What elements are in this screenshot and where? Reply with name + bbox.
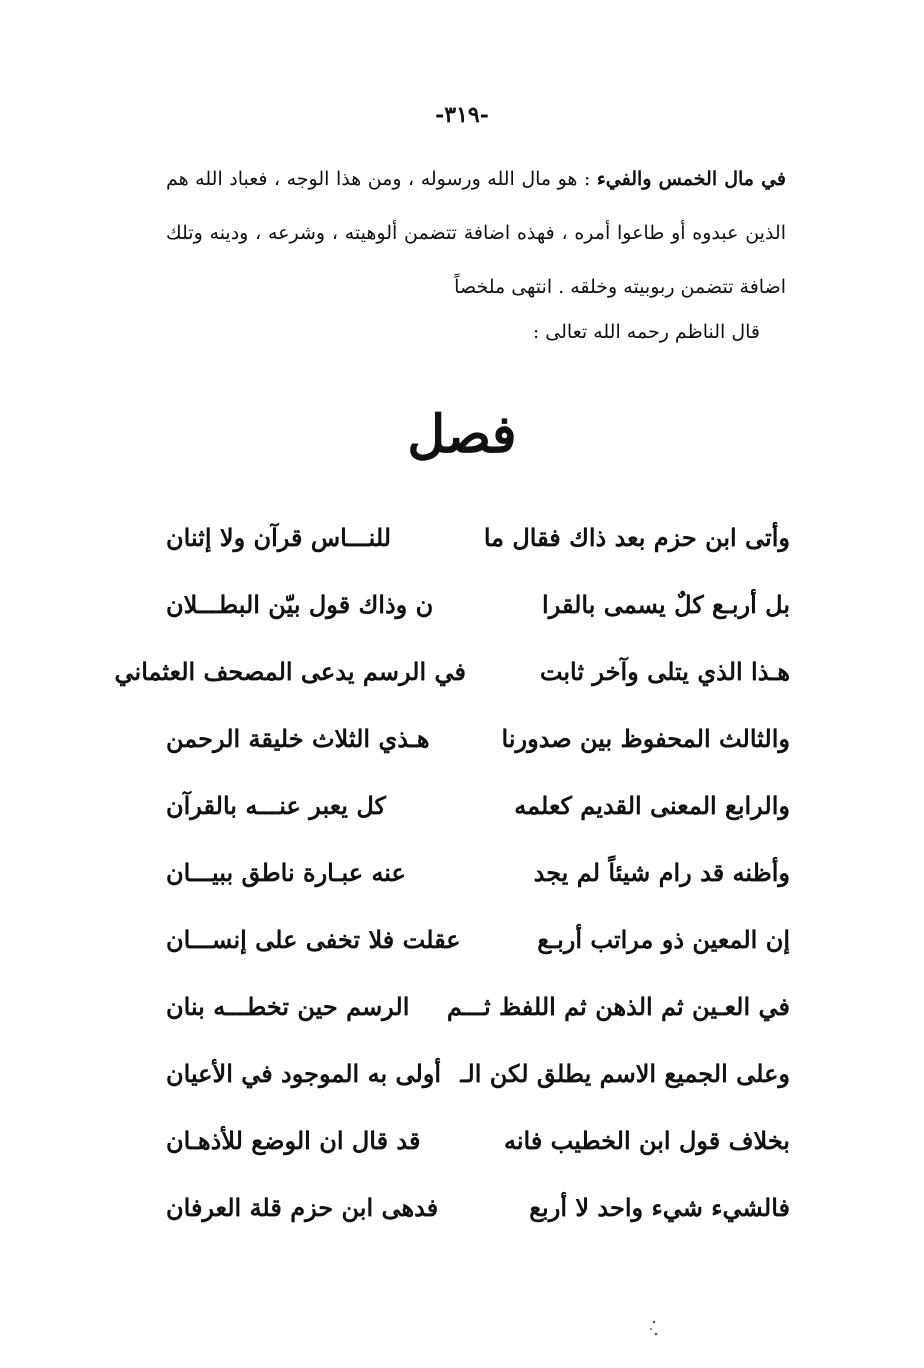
verse-first-half: هـذا الذي يتلى وآخر ثابت bbox=[539, 657, 790, 686]
verse-first-half: إن المعين ذو مراتب أربـع bbox=[537, 925, 790, 954]
verse-second-half: قد قال ان الوضع للأذهـان bbox=[166, 1126, 421, 1155]
verse-second-half: كل يعبر عنـــه بالقرآن bbox=[166, 791, 386, 820]
verse-first-half: بل أربـع كلٌ يسمى بالقرا bbox=[542, 590, 790, 619]
poem bbox=[114, 504, 790, 1241]
verse bbox=[166, 1107, 790, 1174]
verse-second-half: الرسم حين تخطـــه بنان bbox=[166, 992, 410, 1021]
verse-first-half: في العـين ثم الذهن ثم اللفظ ثـــم bbox=[446, 992, 790, 1021]
verse bbox=[166, 973, 790, 1040]
page-number: -٣١٩- bbox=[435, 102, 489, 128]
verse-first-half: وأظنه قد رام شيئاً لم يجد bbox=[533, 858, 790, 887]
verse-second-half: أولى به الموجود في الأعيان bbox=[166, 1059, 442, 1088]
verse bbox=[166, 772, 790, 839]
verse-first-half: وأتى ابن حزم بعد ذاك فقال ما bbox=[483, 523, 790, 552]
verse bbox=[166, 705, 790, 772]
verse bbox=[166, 571, 790, 638]
poem-introduction: قال الناظم رحمه الله تعالى : bbox=[532, 321, 760, 343]
commentary-lead: في مال الخمس والفيء bbox=[596, 168, 786, 190]
commentary-paragraph bbox=[166, 152, 786, 314]
section-heading: فصل bbox=[407, 404, 517, 465]
verse-first-half: فالشيء شيء واحد لا أربع bbox=[529, 1193, 790, 1222]
verse-second-half: ن وذاك قول بيّن البطـــلان bbox=[166, 590, 434, 619]
verse-second-half: فدهى ابن حزم قلة العرفان bbox=[166, 1193, 439, 1222]
ink-speck bbox=[646, 1318, 662, 1340]
verse-second-half: هـذي الثلاث خليقة الرحمن bbox=[166, 724, 430, 753]
verse-first-half: والرابع المعنى القديم كعلمه bbox=[514, 791, 790, 820]
verse bbox=[166, 906, 790, 973]
verse-first-half: بخلاف قول ابن الخطيب فانه bbox=[503, 1126, 790, 1155]
commentary-body: : هو مال الله ورسوله ، ومن هذا الوجه ، فعباد الله هم الذين عبدوه أو طاعوا أمره ، فهذه اضافة تتضمن ألوهيته ، وشرعه ، ودينه وتلك اضافة تتضمن ربوبيته وخلقه . انتهى ملخصاً bbox=[166, 168, 786, 298]
verse bbox=[114, 638, 790, 705]
verse bbox=[166, 1174, 790, 1241]
verse-second-half: في الرسم يدعى المصحف العثماني bbox=[114, 657, 466, 686]
verse bbox=[166, 839, 790, 906]
verse-first-half: وعلى الجميع الاسم يطلق لكن الـ bbox=[460, 1059, 790, 1088]
commentary-text bbox=[166, 152, 786, 314]
verse-second-half: عنه عبـارة ناطق ببيـــان bbox=[166, 858, 406, 887]
verse bbox=[166, 1040, 790, 1107]
verse-first-half: والثالث المحفوظ بين صدورنا bbox=[501, 724, 790, 753]
verse-second-half: للنـــاس قرآن ولا إثنان bbox=[166, 523, 392, 552]
verse bbox=[166, 504, 790, 571]
verse-second-half: عقلت فلا تخفى على إنســـان bbox=[166, 925, 461, 954]
